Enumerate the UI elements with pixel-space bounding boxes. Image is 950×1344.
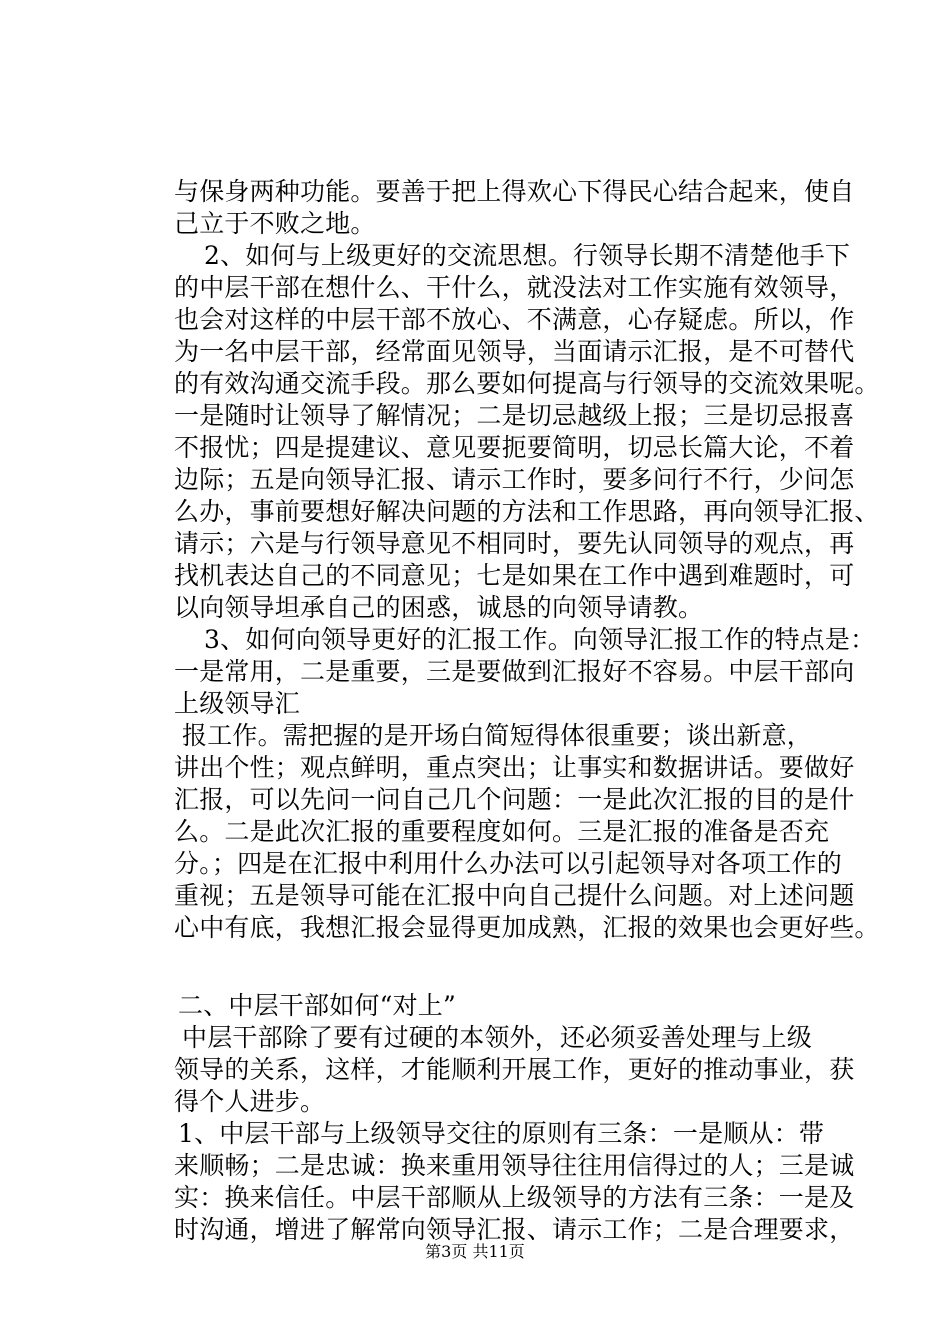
text-line: 的中层干部在想什么、干什么，就没法对工作实施有效领导， xyxy=(174,273,855,302)
text-line: 一是常用，二是重要，三是要做到汇报好不容易。中层干部向 xyxy=(174,657,855,686)
text-line: 的有效沟通交流手段。那么要如何提高与行领导的交流效果呢。 xyxy=(174,369,880,398)
text-line: 中层干部除了要有过硬的本领外，还必须妥善处理与上级 xyxy=(182,1023,813,1052)
text-line: 实：换来信任。中层干部顺从上级领导的方法有三条：一是及 xyxy=(174,1183,855,1212)
text-line: 己立于不败之地。 xyxy=(174,209,376,238)
text-line: 上级领导汇 xyxy=(174,689,301,718)
text-line: 讲出个性；观点鲜明，重点突出；让事实和数据讲话。要做好 xyxy=(174,753,855,782)
text-line: 重视；五是领导可能在汇报中向自己提什么问题。对上述问题 xyxy=(174,881,855,910)
text-line: 时沟通，增进了解常向领导汇报、请示工作；二是合理要求， xyxy=(174,1215,855,1244)
text-line: 么。二是此次汇报的重要程度如何。三是汇报的准备是否充 xyxy=(174,817,830,846)
text-line: 找机表达自己的不同意见；七是如果在工作中遇到难题时，可 xyxy=(174,561,855,590)
text-line: 3、如何向领导更好的汇报工作。向领导汇报工作的特点是： xyxy=(204,625,876,654)
text-line: 2、如何与上级更好的交流思想。行领导长期不清楚他手下 xyxy=(204,241,851,270)
text-line: 分。；四是在汇报中利用什么办法可以引起领导对各项工作的 xyxy=(174,849,842,878)
text-line: 不报忧；四是提建议、意见要扼要简明，切忌长篇大论，不着 xyxy=(174,433,855,462)
text-line: 汇报，可以先问一问自己几个问题：一是此次汇报的目的是什 xyxy=(174,785,855,814)
text-line: 报工作。需把握的是开场白简短得体很重要；谈出新意， xyxy=(182,721,813,750)
text-line: 请示；六是与行领导意见不相同时，要先认同领导的观点，再 xyxy=(174,529,855,558)
body-text xyxy=(174,176,880,1246)
text-line: 领导的关系，这样，才能顺利开展工作，更好的推动事业，获 xyxy=(174,1055,855,1084)
text-line: 心中有底，我想汇报会显得更加成熟，汇报的效果也会更好些。 xyxy=(174,913,880,942)
text-line: 得个人进步。 xyxy=(174,1087,326,1116)
text-line: 与保身两种功能。要善于把上得欢心下得民心结合起来，使自 xyxy=(174,177,855,206)
text-line: 以向领导坦承自己的困惑，诚恳的向领导请教。 xyxy=(174,593,704,622)
text-line: 二、中层干部如何“对上” xyxy=(178,991,456,1020)
page-footer: 第3页 共11页 xyxy=(425,1242,525,1261)
text-line: 一是随时让领导了解情况；二是切忌越级上报；三是切忌报喜 xyxy=(174,401,855,430)
text-line: 边际；五是向领导汇报、请示工作时，要多问行不行，少问怎 xyxy=(174,465,855,494)
text-line: 么办，事前要想好解决问题的方法和工作思路，再向领导汇报、 xyxy=(174,497,880,526)
text-line: 来顺畅；二是忠诚：换来重用领导往往用信得过的人；三是诚 xyxy=(174,1151,855,1180)
text-line: 为一名中层干部，经常面见领导，当面请示汇报，是不可替代 xyxy=(174,337,855,366)
paragraph-gap xyxy=(174,944,854,990)
text-line: 也会对这样的中层干部不放心、不满意，心存疑虑。所以，作 xyxy=(174,305,855,334)
text-line: 1、中层干部与上级领导交往的原则有三条：一是顺从：带 xyxy=(178,1119,825,1148)
